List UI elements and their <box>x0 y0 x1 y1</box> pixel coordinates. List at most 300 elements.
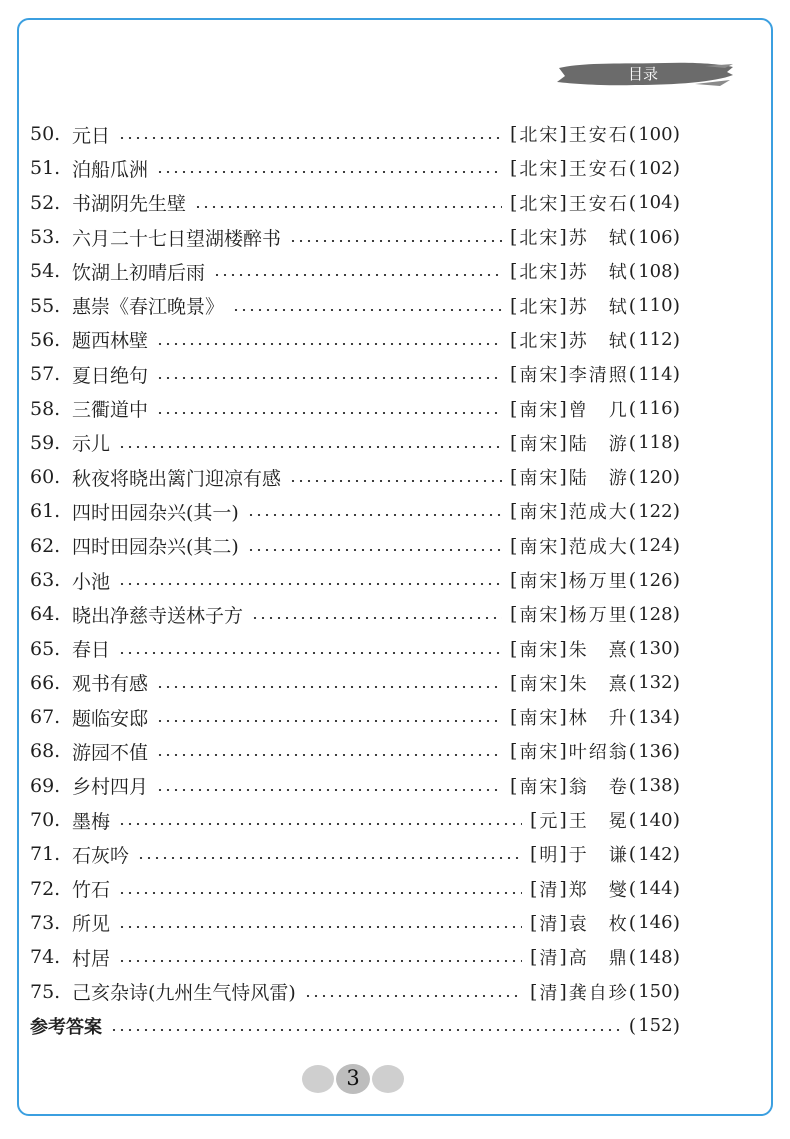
dynasty: 北宋 <box>519 330 560 352</box>
bracket-open: [ <box>509 603 520 626</box>
bracket-close: ] <box>559 774 569 797</box>
toc-entry[interactable] <box>30 220 682 254</box>
toc-entry[interactable] <box>30 837 682 871</box>
poem-title: 六月二十七日望湖楼醉书 <box>72 227 282 250</box>
paren-close: ) <box>672 500 682 523</box>
bracket-close: ] <box>559 431 569 454</box>
toc-entry[interactable] <box>30 151 682 185</box>
author-info <box>510 258 682 284</box>
toc-entry[interactable] <box>30 357 682 391</box>
bracket-open: [ <box>509 534 520 557</box>
poem-title: 三衢道中 <box>72 399 149 422</box>
entry-number: 53. <box>30 226 61 249</box>
poem-title: 晓出净慈寺送林子方 <box>72 604 244 627</box>
entry-number: 54. <box>30 260 61 283</box>
paren-close: ) <box>672 980 682 1003</box>
author-info <box>510 773 682 799</box>
bracket-open: [ <box>529 980 540 1003</box>
paren-close: ) <box>672 569 682 591</box>
author-name: 李清照 <box>568 365 629 387</box>
dynasty: 南宋 <box>519 468 560 490</box>
paren-close: ) <box>672 911 682 934</box>
bracket-open: [ <box>509 466 520 489</box>
paren-close: ) <box>672 363 682 386</box>
poem-title: 元日 <box>72 124 111 147</box>
paren-open: ( <box>628 157 639 180</box>
paren-close: ) <box>672 946 682 969</box>
bracket-open: [ <box>509 569 520 591</box>
toc-entry[interactable] <box>30 529 682 563</box>
entry-number: 73. <box>30 911 61 934</box>
author-info <box>510 567 682 593</box>
toc-entry[interactable] <box>30 426 682 460</box>
author-info <box>530 841 682 867</box>
author-info <box>510 361 682 387</box>
author-info <box>510 533 682 559</box>
poem-title: 书湖阴先生壁 <box>72 193 187 216</box>
toc-header-title: 目录 <box>627 65 658 83</box>
author-name: 朱 熹 <box>568 639 629 661</box>
poem-title: 观书有感 <box>72 673 149 696</box>
poem-title: 石灰吟 <box>72 844 130 867</box>
poem-title: 题临安邸 <box>72 707 149 730</box>
author-name: 郑 燮 <box>568 879 629 901</box>
dot-leader <box>213 274 502 276</box>
author-info <box>530 807 682 833</box>
entry-number: 75. <box>30 980 61 1003</box>
toc-entry[interactable] <box>30 666 682 700</box>
paren-open: ( <box>628 397 639 420</box>
dot-leader <box>156 789 502 791</box>
page-ref: 102 <box>638 157 673 179</box>
author-info <box>530 876 682 902</box>
author-name: 范成大 <box>568 502 629 524</box>
table-of-contents <box>30 117 682 1043</box>
bracket-open: [ <box>509 294 520 317</box>
paren-open: ( <box>628 671 639 694</box>
entry-number: 65. <box>30 637 61 660</box>
poem-title: 村居 <box>72 947 111 970</box>
bracket-open: [ <box>509 328 520 351</box>
paren-close: ) <box>672 431 682 454</box>
paren-open: ( <box>628 260 639 283</box>
bracket-open: [ <box>529 877 540 900</box>
dot-leader <box>156 412 502 414</box>
poem-title: 所见 <box>72 913 111 936</box>
page-ref: 148 <box>638 946 673 968</box>
paren-open: ( <box>628 569 639 591</box>
bracket-open: [ <box>529 946 540 969</box>
author-name: 高 鼎 <box>568 948 629 970</box>
dynasty: 南宋 <box>519 399 560 421</box>
bracket-open: [ <box>509 157 520 180</box>
toc-entry[interactable] <box>30 391 682 425</box>
paren-close: ) <box>672 123 682 146</box>
paren-open: ( <box>628 226 639 249</box>
entry-number: 50. <box>30 123 61 146</box>
paren-open: ( <box>628 843 639 866</box>
entry-number: 72. <box>30 877 61 900</box>
author-name: 陆 游 <box>568 468 629 490</box>
page-number: 3 <box>346 1066 360 1090</box>
author-info <box>510 155 682 181</box>
author-name: 于 谦 <box>568 845 629 867</box>
bracket-open: [ <box>509 431 520 454</box>
toc-entry[interactable] <box>30 769 682 803</box>
paren-open: ( <box>628 706 639 729</box>
paren-open: ( <box>628 466 639 489</box>
toc-entry-answers[interactable] <box>30 1009 682 1043</box>
bracket-open: [ <box>509 637 520 660</box>
toc-entry[interactable] <box>30 940 682 974</box>
poem-title: 惠崇《春江晚景》 <box>72 296 225 319</box>
entry-number: 71. <box>30 843 61 866</box>
author-info <box>510 327 682 353</box>
bracket-close: ] <box>559 191 569 214</box>
bracket-close: ] <box>559 123 569 146</box>
bracket-close: ] <box>559 397 569 420</box>
page-ref: 116 <box>638 398 673 420</box>
bracket-close: ] <box>559 226 569 249</box>
dot-leader <box>118 823 522 825</box>
bracket-close: ] <box>559 980 569 1003</box>
paren-close: ) <box>672 877 682 900</box>
bracket-open: [ <box>509 774 520 797</box>
author-name: 王安石 <box>568 125 629 147</box>
author-name: 杨万里 <box>568 605 629 627</box>
toc-entry[interactable] <box>30 700 682 734</box>
entry-number: 60. <box>30 466 61 489</box>
author-name: 叶绍翁 <box>568 742 629 764</box>
paren-close: ) <box>672 706 682 729</box>
dynasty: 北宋 <box>519 125 560 147</box>
paren-open: ( <box>628 294 639 317</box>
toc-entry[interactable] <box>30 631 682 665</box>
page-ref: 140 <box>638 809 673 831</box>
dot-leader <box>289 240 502 242</box>
bracket-open: [ <box>509 397 520 420</box>
toc-entry[interactable] <box>30 906 682 940</box>
paren-close: ) <box>672 260 682 283</box>
page-ref: 134 <box>638 706 673 728</box>
paren-open: ( <box>628 877 639 900</box>
dynasty: 北宋 <box>519 262 560 284</box>
author-info <box>510 636 682 662</box>
poem-title: 饮湖上初晴后雨 <box>72 261 206 284</box>
bracket-open: [ <box>509 363 520 386</box>
bracket-close: ] <box>559 328 569 351</box>
toc-entry[interactable] <box>30 803 682 837</box>
toc-entry[interactable] <box>30 288 682 322</box>
poem-title: 示儿 <box>72 433 111 456</box>
page-ref: 126 <box>638 569 673 591</box>
page-ref: 108 <box>638 260 673 282</box>
dynasty: 北宋 <box>519 228 560 250</box>
dynasty: 清 <box>539 982 560 1004</box>
paren-open: ( <box>628 328 639 351</box>
bracket-close: ] <box>559 363 569 386</box>
paren-open: ( <box>628 809 639 832</box>
dot-leader <box>247 549 502 551</box>
dot-leader <box>118 926 522 928</box>
author-info <box>510 121 682 147</box>
author-name: 苏 轼 <box>568 296 629 318</box>
author-info <box>510 498 682 524</box>
poem-title: 竹石 <box>72 879 111 902</box>
page-ref: 120 <box>638 466 673 488</box>
dot-leader <box>251 617 502 619</box>
author-name: 林 升 <box>568 708 629 730</box>
dot-leader <box>156 343 502 345</box>
page-ref: 104 <box>638 192 673 214</box>
entry-number: 52. <box>30 191 61 214</box>
paren-open: ( <box>628 980 639 1003</box>
poem-title: 小池 <box>72 570 111 593</box>
paren-open: ( <box>628 774 639 797</box>
author-name: 王 冕 <box>568 811 629 833</box>
dot-leader <box>247 514 502 516</box>
paren-open: ( <box>628 191 639 214</box>
dot-leader <box>304 995 522 997</box>
dynasty: 元 <box>539 811 560 833</box>
answers-page-info <box>629 1015 682 1037</box>
toc-entry[interactable] <box>30 323 682 357</box>
bracket-open: [ <box>509 191 520 214</box>
dynasty: 清 <box>539 879 560 901</box>
bracket-close: ] <box>559 500 569 523</box>
paren-close: ) <box>672 191 682 214</box>
dynasty: 南宋 <box>519 708 560 730</box>
dot-leader <box>156 754 502 756</box>
author-info <box>530 910 682 936</box>
paren-close: ) <box>672 603 682 626</box>
paren-open: ( <box>628 500 639 523</box>
paren-close: ) <box>672 809 682 832</box>
dot-leader <box>118 137 502 139</box>
author-name: 王安石 <box>568 159 629 181</box>
dynasty: 南宋 <box>519 776 560 798</box>
poem-title: 题西林壁 <box>72 330 149 353</box>
author-name: 苏 轼 <box>568 228 629 250</box>
bracket-close: ] <box>559 671 569 694</box>
dynasty: 南宋 <box>519 365 560 387</box>
dynasty: 清 <box>539 913 560 935</box>
poem-title: 四时田园杂兴(其一) <box>72 501 239 524</box>
dot-leader <box>118 446 502 448</box>
toc-entry[interactable] <box>30 563 682 597</box>
dynasty: 南宋 <box>519 673 560 695</box>
dynasty: 北宋 <box>519 296 560 318</box>
entry-number: 70. <box>30 809 61 832</box>
page-ref: 122 <box>638 500 673 522</box>
entry-number: 74. <box>30 946 61 969</box>
author-info <box>530 944 682 970</box>
entry-number: 67. <box>30 706 61 729</box>
author-info <box>510 396 682 422</box>
bracket-close: ] <box>559 706 569 729</box>
bracket-open: [ <box>509 740 520 763</box>
paren-close: ) <box>672 637 682 660</box>
bracket-close: ] <box>559 637 569 660</box>
dynasty: 南宋 <box>519 536 560 558</box>
toc-entry[interactable] <box>30 254 682 288</box>
paren-open: ( <box>628 534 639 557</box>
dynasty: 南宋 <box>519 571 560 592</box>
dot-leader <box>118 583 502 585</box>
dot-leader <box>289 480 502 482</box>
paren-close: ) <box>672 328 682 351</box>
author-info <box>510 738 682 764</box>
entry-number: 63. <box>30 569 61 591</box>
poem-title: 墨梅 <box>72 810 111 833</box>
bracket-close: ] <box>559 809 569 832</box>
paren-open: ( <box>628 946 639 969</box>
entry-number: 64. <box>30 603 61 626</box>
poem-title: 泊船瓜洲 <box>72 158 149 181</box>
page-ref: 110 <box>638 295 673 317</box>
author-info <box>530 979 682 1005</box>
dynasty: 南宋 <box>519 502 560 524</box>
dynasty: 南宋 <box>519 639 560 661</box>
page-ref: 130 <box>638 638 673 660</box>
author-name: 陆 游 <box>568 433 629 455</box>
entry-number: 51. <box>30 157 61 180</box>
author-info <box>510 704 682 730</box>
page-ref: 124 <box>638 535 673 557</box>
dot-leader <box>118 892 522 894</box>
dynasty: 北宋 <box>519 159 560 181</box>
toc-entry[interactable] <box>30 597 682 631</box>
bracket-close: ] <box>559 294 569 317</box>
answers-title: 参考答案 <box>30 1016 102 1038</box>
author-name: 王安石 <box>568 193 629 215</box>
bracket-open: [ <box>509 500 520 523</box>
poem-title: 夏日绝句 <box>72 364 149 387</box>
paren-close: ) <box>672 534 682 557</box>
toc-entry[interactable] <box>30 734 682 768</box>
page-ref: 136 <box>638 740 673 762</box>
paren-close: ) <box>672 294 682 317</box>
bracket-close: ] <box>559 466 569 489</box>
toc-entry[interactable] <box>30 460 682 494</box>
entry-number: 69. <box>30 774 61 797</box>
author-name: 杨万里 <box>568 571 629 592</box>
author-name: 苏 轼 <box>568 330 629 352</box>
dot-leader <box>194 206 502 208</box>
bracket-close: ] <box>559 157 569 180</box>
dynasty: 清 <box>539 948 560 970</box>
paren-close: ) <box>672 226 682 249</box>
author-name: 曾 几 <box>568 399 629 421</box>
author-info <box>510 430 682 456</box>
bracket-open: [ <box>509 226 520 249</box>
author-info <box>510 601 682 627</box>
paren-close: ) <box>672 157 682 180</box>
author-name: 范成大 <box>568 536 629 558</box>
page-ref: 132 <box>638 672 673 694</box>
bracket-close: ] <box>559 603 569 626</box>
bracket-close: ] <box>559 260 569 283</box>
bracket-close: ] <box>559 946 569 969</box>
dot-leader <box>137 857 522 859</box>
paren-close: ) <box>672 740 682 763</box>
dot-leader <box>110 1029 621 1031</box>
paren-open: ( <box>628 911 639 934</box>
author-info <box>510 293 682 319</box>
page-ref: 128 <box>638 603 673 625</box>
toc-entry[interactable] <box>30 974 682 1008</box>
entry-number: 57. <box>30 363 61 386</box>
entry-number: 55. <box>30 294 61 317</box>
poem-title: 四时田园杂兴(其二) <box>72 536 239 559</box>
paren-open: ( <box>628 1014 639 1037</box>
paren-close: ) <box>672 466 682 489</box>
dot-leader <box>156 720 502 722</box>
paren-open: ( <box>628 637 639 660</box>
poem-title: 春日 <box>72 639 111 662</box>
bracket-open: [ <box>509 123 520 146</box>
bracket-open: [ <box>509 671 520 694</box>
author-name: 袁 枚 <box>568 913 629 935</box>
poem-title: 游园不值 <box>72 741 149 764</box>
entry-number: 68. <box>30 740 61 763</box>
poem-title: 秋夜将晓出篱门迎凉有感 <box>72 467 282 490</box>
paren-open: ( <box>628 363 639 386</box>
bracket-close: ] <box>559 534 569 557</box>
author-info <box>510 190 682 216</box>
author-name: 翁 卷 <box>568 776 629 798</box>
entry-number: 62. <box>30 534 61 557</box>
page-ref: 114 <box>638 363 673 385</box>
dot-leader <box>118 652 502 654</box>
dynasty: 明 <box>539 845 560 867</box>
page-ref: 142 <box>638 843 673 865</box>
bracket-close: ] <box>559 843 569 866</box>
dot-leader <box>156 686 502 688</box>
paren-close: ) <box>672 671 682 694</box>
bracket-close: ] <box>559 877 569 900</box>
toc-entry[interactable] <box>30 494 682 528</box>
page-ref: 152 <box>638 1015 673 1037</box>
page-ref: 106 <box>638 226 673 248</box>
page-ref: 118 <box>638 432 673 454</box>
author-name: 龚自珍 <box>568 982 629 1004</box>
page-ref: 150 <box>638 981 673 1003</box>
paren-open: ( <box>628 431 639 454</box>
page-ref: 112 <box>638 329 673 351</box>
paren-open: ( <box>628 740 639 763</box>
bracket-close: ] <box>559 911 569 934</box>
paren-open: ( <box>628 123 639 146</box>
entry-number: 61. <box>30 500 61 523</box>
toc-entry[interactable] <box>30 186 682 220</box>
bracket-open: [ <box>529 911 540 934</box>
dynasty: 南宋 <box>519 605 560 627</box>
dot-leader <box>156 377 502 379</box>
dot-leader <box>156 171 502 173</box>
toc-entry[interactable] <box>30 872 682 906</box>
author-info <box>510 464 682 490</box>
poem-title: 己亥杂诗(九州生气恃风雷) <box>72 982 296 1005</box>
paren-close: ) <box>672 843 682 866</box>
toc-entry[interactable] <box>30 117 682 151</box>
page-ref: 138 <box>638 775 673 797</box>
entry-number: 56. <box>30 328 61 351</box>
author-name: 苏 轼 <box>568 262 629 284</box>
paren-close: ) <box>672 397 682 420</box>
author-name: 朱 熹 <box>568 673 629 695</box>
bracket-open: [ <box>509 260 520 283</box>
